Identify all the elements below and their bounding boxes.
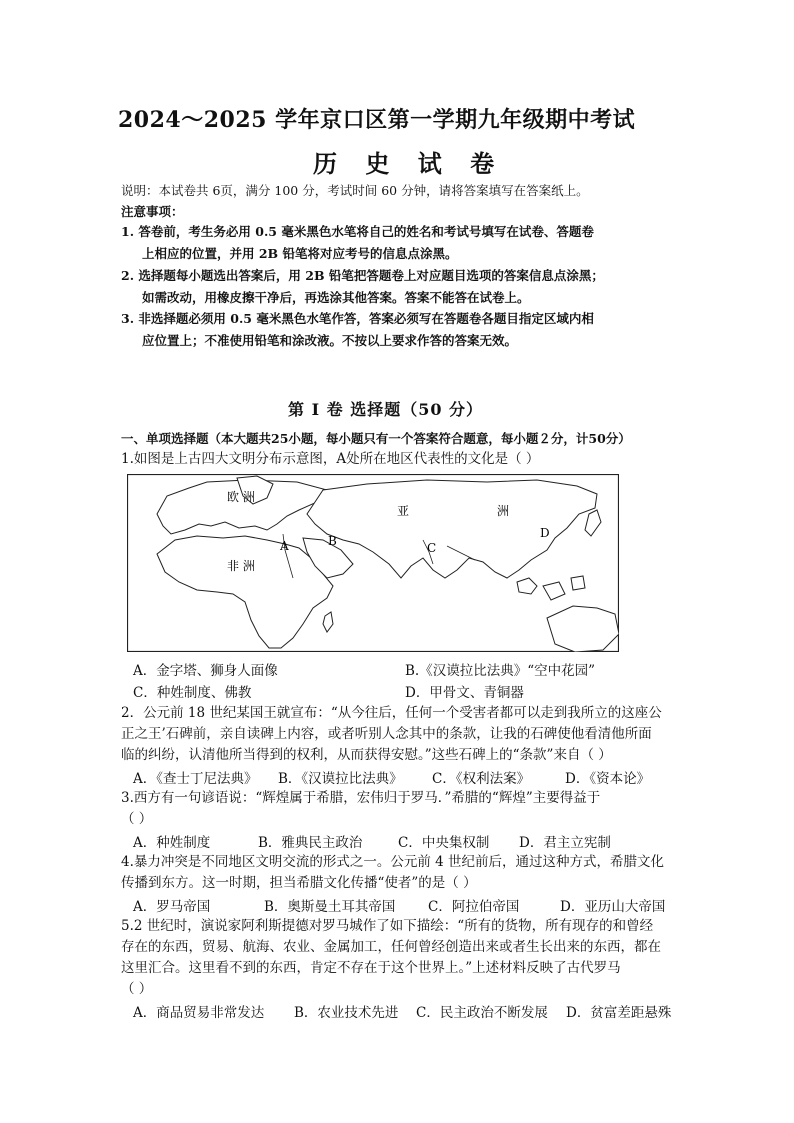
q2-option-b[interactable]: B．《汉谟拉比法典》 [278, 771, 403, 787]
exam-subtitle: 历 史 试 卷 [313, 149, 505, 178]
japan-islands [585, 510, 601, 536]
q5-option-b[interactable]: B．农业技术先进 [294, 1005, 399, 1021]
question-5-stem-line-1: 5.2 世纪时，演说家阿利斯提德对罗马城作了如下描绘：“所有的货物，所有现存的和曾经 [121, 918, 654, 934]
southeast-asia-islands [517, 576, 585, 600]
q2-option-a[interactable]: A．《查士丁尼法典》 [133, 771, 258, 787]
question-2-stem-line-1: 2．公元前 18 世纪某国王就宣布：“从今往后，任何一个受害者都可以走到我所立的这座公 [121, 705, 662, 721]
question-3-stem-line-2: （ ） [121, 811, 153, 827]
q5-option-c[interactable]: C．民主政治不断发展 [416, 1005, 548, 1021]
section-title: 第 I 卷 选择题（50 分） [288, 400, 484, 419]
q2-option-c[interactable]: C．《权利法案》 [432, 771, 531, 787]
exam-explanation: 说明：本试卷共 6页，满分 100 分，考试时间 60 分钟，请将答案填写在答案纸上。 [121, 183, 589, 198]
q2-option-d[interactable]: D．《资本论》 [565, 771, 651, 787]
question-5-stem-line-4: （ ） [121, 981, 153, 997]
notice-3-line-1: 3. 非选择题必须用 0.5 毫米黑色水笔作答，答案必须写在答题卷各题目指定区域内相 [121, 311, 594, 326]
part-one-intro: 一、单项选择题（本大题共25小题，每小题只有一个答案符合题意，每小题２分，计50分） [121, 431, 631, 446]
notice-title: 注意事项： [121, 204, 184, 219]
ancient-civilizations-map [127, 474, 619, 652]
q5-option-d[interactable]: D．贫富差距悬殊 [566, 1005, 672, 1021]
q1-option-c[interactable]: C．种姓制度、佛教 [133, 685, 252, 701]
label-europe: 欧 洲 [227, 490, 255, 504]
q4-option-b[interactable]: B．奥斯曼土耳其帝国 [264, 899, 396, 915]
notice-1-line-1: 1. 答卷前，考生务必用 0.5 毫米黑色水笔将自己的姓名和考试号填写在试卷、答题卷 [121, 224, 594, 239]
question-5-stem-line-3: 这里汇合。这里看不到的东西，肯定不存在于这个世界上。”上述材料反映了古代罗马 [121, 960, 621, 976]
notice-1-line-2: 上相应的位置，并用 2B 铅笔将对应考号的信息点涂黑。 [142, 246, 458, 261]
marker-c: C [427, 541, 437, 555]
q1-option-a[interactable]: A．金字塔、狮身人面像 [133, 663, 278, 679]
notice-2-line-2: 如需改动，用橡皮擦干净后，再选涂其他答案。答案不能答在试卷上。 [142, 290, 530, 305]
label-asia-2: 洲 [497, 504, 510, 518]
marker-a: A [280, 539, 289, 553]
question-2-stem-line-2: 正之王’石碑前，亲自读碑上内容，或者听别人念其中的条款，让我的石碑使他看清他所面 [121, 726, 652, 742]
q4-option-a[interactable]: A．罗马帝国 [133, 899, 211, 915]
q5-option-a[interactable]: A．商品贸易非常发达 [133, 1005, 265, 1021]
africa-landmass [157, 536, 333, 648]
notice-3-line-2: 应位置上；不准使用铅笔和涂改液。不按以上要求作答的答案无效。 [142, 333, 518, 348]
question-4-stem-line-2: 传播到东方。这一时期，担当希腊文化传播“使者”的是（ ） [121, 875, 477, 891]
q3-option-b[interactable]: B．雅典民主政治 [258, 835, 363, 851]
notice-2-line-1: 2. 选择题每小题选出答案后，用 2B 铅笔把答题卷上对应题目选项的答案信息点涂黑； [121, 268, 604, 283]
question-4-stem-line-1: 4.暴力冲突是不同地区文明交流的形式之一。公元前 4 世纪前后，通过这种方式，希腊文化 [121, 854, 665, 870]
q4-option-c[interactable]: C．阿拉伯帝国 [428, 899, 520, 915]
australia-landmass [547, 606, 619, 652]
question-2-stem-line-3: 临的纠纷，认清他所当得到的权利，从而获得安慰。”这些石碑上的“条款”来自（ ） [121, 747, 612, 763]
q4-option-d[interactable]: D．亚历山大帝国 [560, 899, 666, 915]
q3-option-d[interactable]: D．君主立宪制 [519, 835, 611, 851]
exam-title: 2024～2025 学年京口区第一学期九年级期中考试 [118, 107, 636, 133]
label-asia-1: 亚 [397, 504, 410, 518]
question-1-stem: 1.如图是上古四大文明分布示意图，A处所在地区代表性的文化是（ ） [121, 451, 540, 467]
question-5-stem-line-2: 存在的东西，贸易、航海、农业、金属加工，任何曾经创造出来或者生长出来的东西，都在 [121, 939, 661, 955]
q1-option-d[interactable]: D．甲骨文、青铜器 [405, 685, 524, 701]
label-africa: 非 洲 [227, 559, 255, 573]
marker-d: D [540, 526, 550, 540]
marker-b: B [328, 534, 337, 548]
q1-option-b[interactable]: B.《汉谟拉比法典》“空中花园” [405, 663, 596, 679]
q3-option-a[interactable]: A．种姓制度 [133, 835, 211, 851]
q3-option-c[interactable]: C．中央集权制 [398, 835, 490, 851]
madagascar-island [323, 612, 333, 632]
question-3-stem-line-1: 3.西方有一句谚语说：“辉煌属于希腊，宏伟归于罗马．”希腊的“辉煌”主要得益于 [121, 790, 601, 806]
